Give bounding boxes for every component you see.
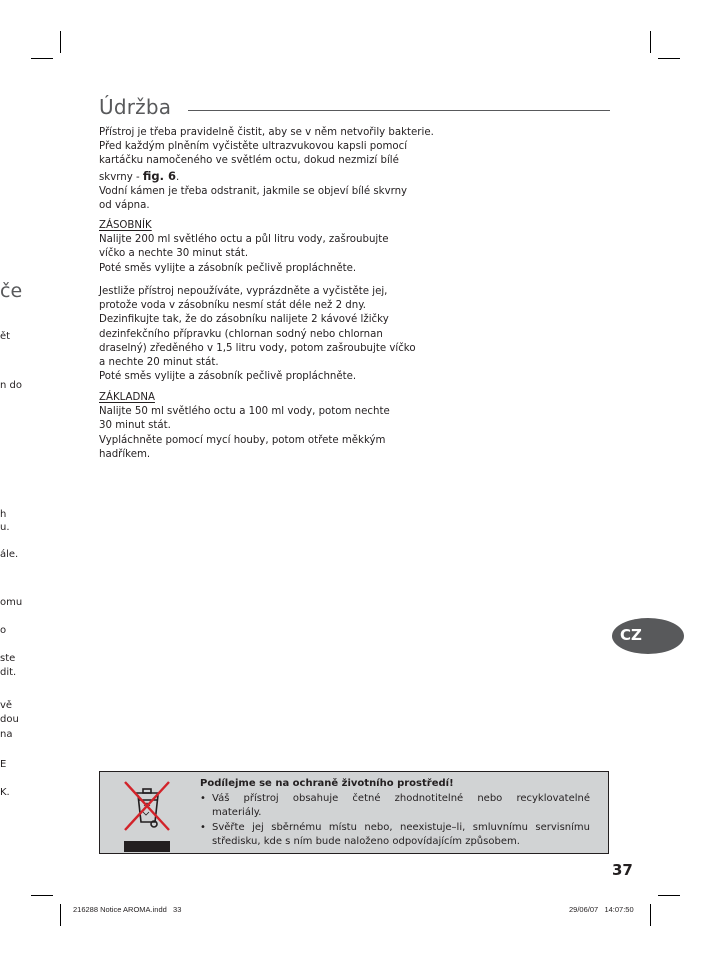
text-line: Svěřte jej sběrnému místu nebo, neexistuje–li, smluvnímu servisnímu	[212, 821, 590, 833]
text-line: Nalijte 200 ml světlého octu a půl litru vody, zašroubujte	[99, 234, 389, 246]
crop-mark	[650, 904, 651, 926]
left-page-fragment: ále.	[0, 549, 19, 560]
text-fragment: skvrny -	[99, 171, 143, 183]
environment-notice	[99, 771, 609, 854]
page-number: 37	[612, 861, 633, 879]
text-line: Váš přístroj obsahuje četné zhodnotitelné nebo recyklovatelné	[212, 792, 590, 804]
text-line: Nalijte 50 ml světlého octu a 100 ml vody, potom nechte	[99, 406, 390, 418]
crop-mark	[658, 58, 680, 59]
text-line: od vápna.	[99, 200, 150, 212]
text-line: Dezinfikujte tak, že do zásobníku nalijete 2 kávové lžičky	[99, 314, 389, 326]
environment-title: Podílejme se na ochraně životního prostředí!	[200, 778, 454, 789]
section-heading: ZÁSOBNÍK	[99, 220, 152, 231]
text-line: Poté směs vylijte a zásobník pečlivě propláchněte.	[99, 262, 357, 274]
zakladna-section	[99, 391, 449, 462]
crop-mark	[60, 31, 61, 53]
disinfection-paragraph	[99, 285, 449, 384]
left-page-fragment: ět	[0, 331, 11, 342]
text-line: 30 minut stát.	[99, 420, 171, 432]
crop-mark	[650, 31, 651, 53]
intro-paragraph	[99, 126, 449, 213]
page-title: Údržba	[99, 95, 172, 119]
language-tab-label: CZ	[620, 626, 642, 644]
text-line: hadříkem.	[99, 448, 151, 460]
left-page-fragment: K.	[0, 787, 10, 798]
text-line: Vodní kámen je třeba odstranit, jakmile se objeví bílé skvrny	[99, 185, 408, 197]
environment-text	[200, 777, 590, 850]
crop-mark	[658, 895, 680, 896]
zasobnik-section	[99, 219, 449, 276]
text-line: dezinfekčního přípravku (chlornan sodný nebo chlornan	[99, 328, 383, 340]
title-rule	[188, 110, 610, 111]
left-page-fragment: vě	[0, 700, 13, 711]
left-page-fragment: dit.	[0, 667, 17, 678]
left-page-fragment: če	[0, 280, 23, 302]
text-line: Přístroj je třeba pravidelně čistit, aby se v něm netvořily bakterie.	[99, 127, 434, 138]
left-page-fragment: dou	[0, 714, 19, 725]
text-line: Vypláchněte pomocí mycí houby, potom otřete měkkým	[99, 434, 386, 446]
left-page-fragment: o	[0, 625, 7, 636]
crossed-out-wheelie-bin-icon	[122, 780, 172, 832]
environment-item	[200, 792, 590, 821]
figure-reference: fig. 6	[142, 168, 177, 183]
footer-timestamp: 29/06/07 14:07:50	[569, 905, 634, 914]
text-line: středisku, kde s ním bude naloženo odpovídajícím způsobem.	[212, 836, 520, 847]
environment-item	[200, 821, 590, 850]
text-line: materiály.	[212, 807, 262, 818]
bullet: •	[200, 821, 206, 833]
footer-file-info: 216288 Notice AROMA.indd 33	[73, 905, 182, 914]
text-line: draselný) zředěného v 1,5 litru vody, potom zašroubujte víčko	[99, 342, 416, 354]
left-page-fragment: n do	[0, 380, 22, 391]
text-line: a nechte 20 minut stát.	[99, 357, 219, 369]
text-line: Poté směs vylijte a zásobník pečlivě propláchněte.	[99, 371, 357, 383]
text-line: Jestliže přístroj nepoužíváte, vyprázdněte a vyčistěte jej,	[99, 286, 388, 297]
text-line: protože voda v zásobníku nesmí stát déle než 2 dny.	[99, 300, 367, 312]
left-page-fragment: na	[0, 729, 13, 740]
bin-marking-bar	[124, 841, 170, 852]
left-page-fragment: E	[0, 759, 7, 770]
left-page-fragment: omu	[0, 597, 23, 608]
crop-mark	[60, 904, 61, 926]
text-line: víčko a nechte 30 minut stát.	[99, 248, 249, 260]
bullet: •	[200, 792, 206, 804]
left-page-fragment: h	[0, 509, 7, 520]
text-line: kartáčku namočeného ve světlém octu, dokud nezmizí bílé	[99, 155, 399, 167]
text-fragment: .	[176, 171, 180, 183]
left-page-fragment: u.	[0, 522, 10, 533]
crop-mark	[31, 895, 53, 896]
text-line	[99, 169, 449, 185]
section-heading: ZÁKLADNA	[99, 392, 155, 403]
crop-mark	[31, 58, 53, 59]
left-page-fragment: ste	[0, 653, 16, 664]
text-line: Před každým plněním vyčistěte ultrazvukovou kapsli pomocí	[99, 141, 408, 153]
